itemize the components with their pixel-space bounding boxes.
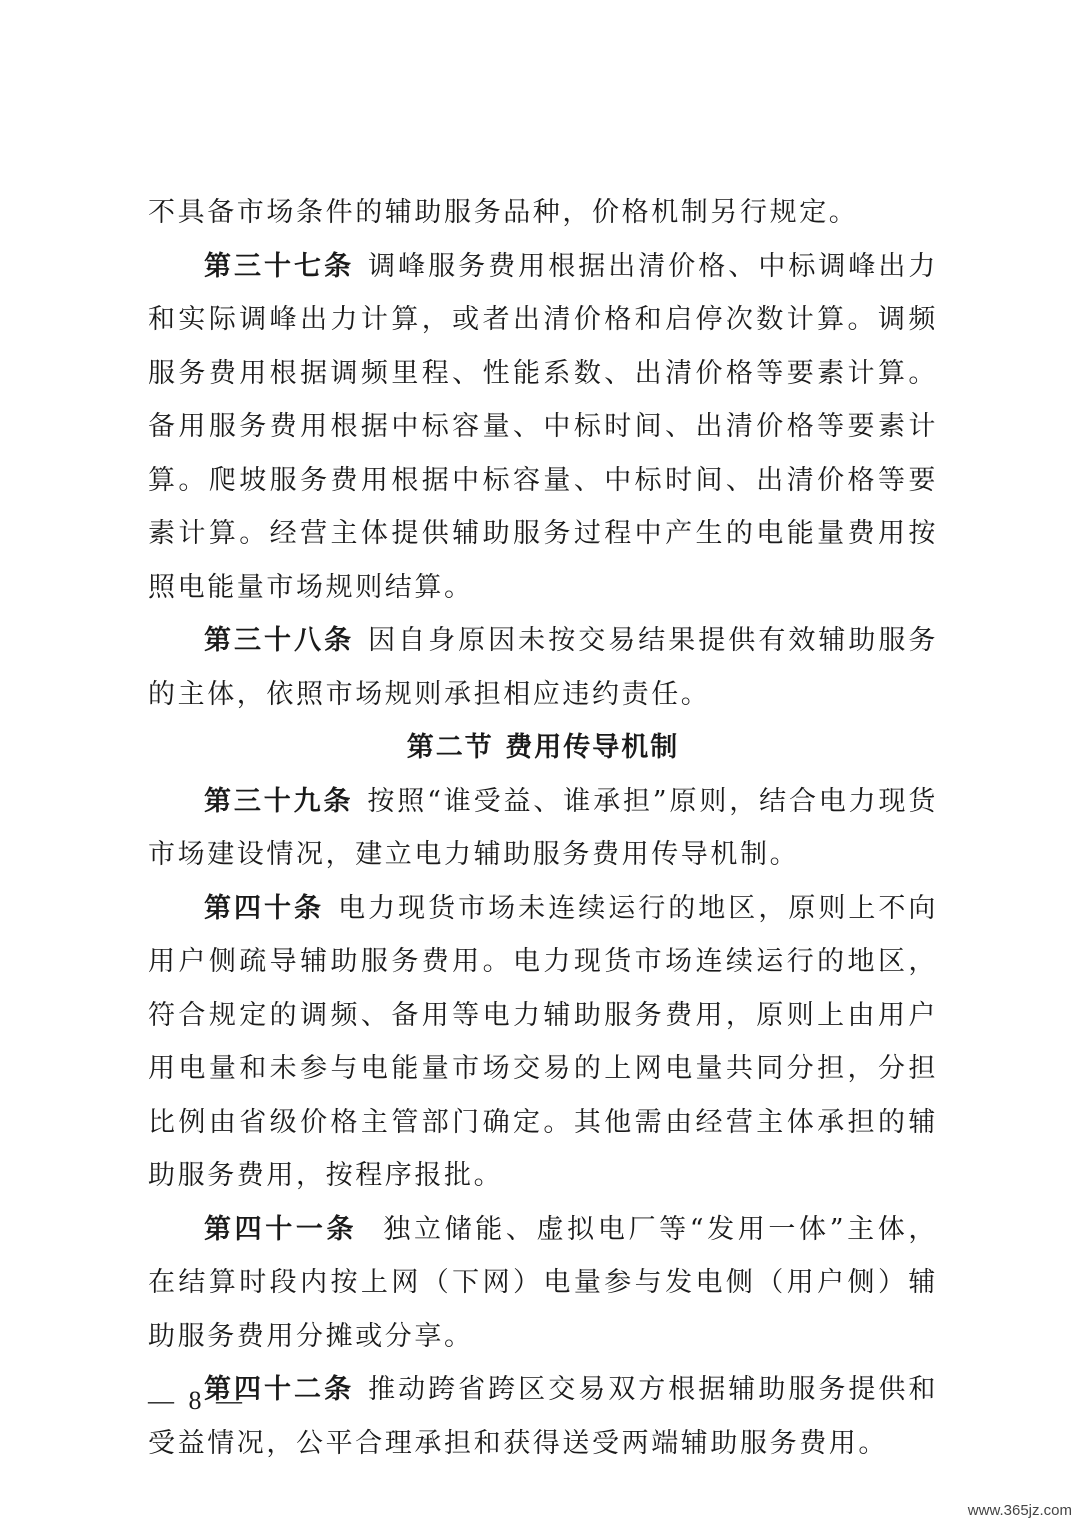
section-title: 第二节 费用传导机制 [406,732,680,763]
article-number: 第四十一条 [204,1213,358,1245]
article-number: 第三十七条 [204,250,355,282]
article-number: 第四十二条 [204,1374,355,1405]
article-number: 第三十八条 [204,625,355,656]
article-38 [148,614,938,721]
article-40 [148,882,938,1203]
article-number: 第三十九条 [204,785,354,817]
article-number: 第四十条 [204,892,325,924]
article-text: 按照“谁受益、谁承担”原则，结合电力现货市场建设情况，建立电力辅助服务费用传导机制。 [148,785,939,870]
article-text: 因自身原因未按交易结果提供有效辅助服务的主体，依照市场规则承担相应违约责任。 [148,625,939,710]
article-37 [148,240,938,615]
article-text: 推动跨省跨区交易双方根据辅助服务提供和受益情况，公平合理承担和获得送受两端辅助服务费用。 [148,1374,939,1459]
page-number: — 8 — [148,1386,246,1415]
article-text: 独立储能、虚拟电厂等“发用一体”主体，在结算时段内按上网（下网）电量参与发电侧（用户侧）辅助服务费用分摊或分享。 [148,1213,938,1352]
article-text: 调峰服务费用根据出清价格、中标调峰出力和实际调峰出力计算，或者出清价格和启停次数计算。调频服务费用根据调频里程、性能系数、出清价格等要素计算。备用服务费用根据中标容量、中标时间、出清价格等要素计算。爬坡服务费用根据中标容量、中标时间、出清价格等要素计算。经营主体提供辅助服务过程中产生的电能量费用按照电能量市场规则结算。 [148,250,939,603]
watermark: www.365jz.com [967,1502,1072,1519]
article-39 [148,775,938,882]
article-text: 电力现货市场未连续运行的地区，原则上不向用户侧疏导辅助服务费用。电力现货市场连续运行的地区，符合规定的调频、备用等电力辅助服务费用，原则上由用户用电量和未参与电能量市场交易的上网电量共同分担，分担比例由省级价格主管部门确定。其他需由经营主体承担的辅助服务费用，按程序报批。 [148,892,939,1191]
article-42 [148,1363,938,1470]
paragraph-text: 不具备市场条件的辅助服务品种，价格机制另行规定。 [148,197,859,228]
paragraph-continuation [148,186,938,240]
article-41 [148,1203,938,1364]
document-body [148,186,938,1470]
